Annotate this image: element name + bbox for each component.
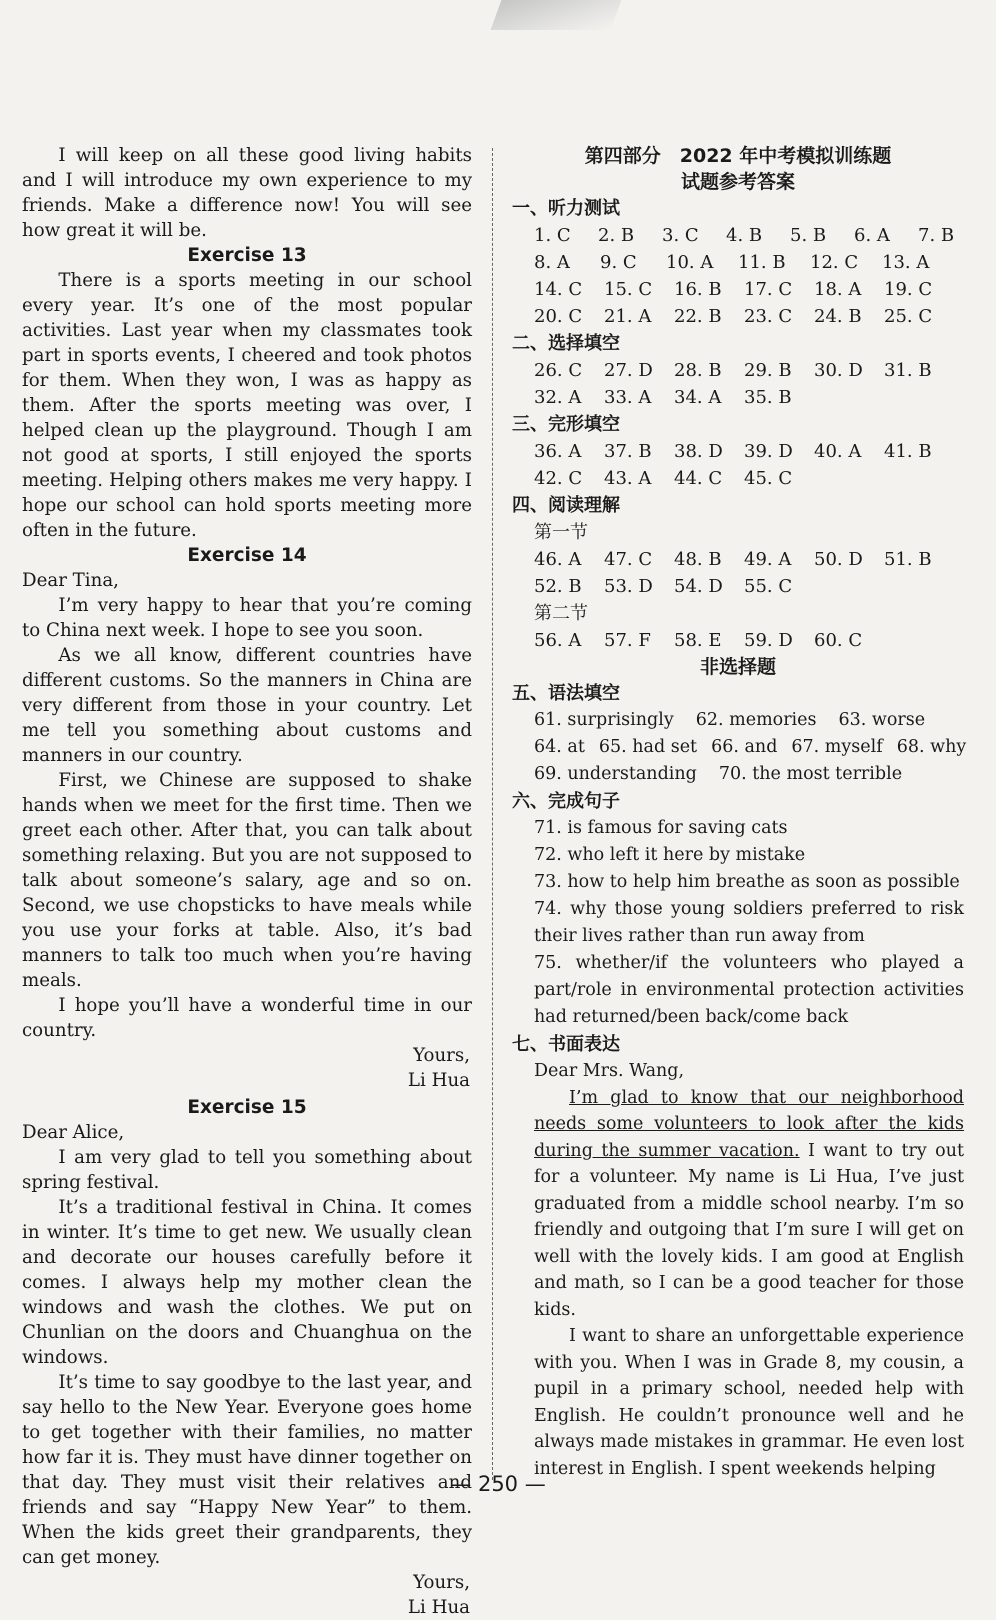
exercise-15-signature: Li Hua bbox=[407, 1597, 470, 1618]
answer-row bbox=[512, 384, 964, 411]
exercise-15-paragraph: I am very glad to tell you something about spring festival. bbox=[22, 1147, 472, 1193]
answer-row bbox=[512, 465, 964, 492]
exercise-13-title: Exercise 13 bbox=[187, 245, 307, 266]
answer-item: 51. B bbox=[884, 549, 932, 570]
answer-item: 46. A bbox=[534, 549, 582, 570]
exercise-14-greeting: Dear Tina, bbox=[22, 570, 119, 591]
answer-item: 26. C bbox=[534, 360, 583, 381]
answer-item: 67. myself bbox=[791, 737, 883, 757]
answer-item: 8. A bbox=[534, 252, 570, 273]
answer-item: 62. memories bbox=[695, 710, 817, 730]
answer-row bbox=[512, 276, 964, 303]
answer-item: 63. worse bbox=[838, 710, 926, 730]
section-4-heading: 四、阅读理解 bbox=[512, 495, 620, 516]
answer-item: 7. B bbox=[918, 225, 955, 246]
answer-item: 65. had set bbox=[598, 737, 698, 757]
answer-row bbox=[512, 761, 964, 788]
exercise-14-title: Exercise 14 bbox=[187, 545, 307, 566]
answer-item: 6. A bbox=[854, 225, 890, 246]
part-subtitle: 试题参考答案 bbox=[680, 171, 795, 193]
section-3-heading: 三、完形填空 bbox=[512, 414, 620, 435]
exercise-14-paragraph: As we all know, different countries have different customs. So the manners in China are very different from those in your country. Let me tell you something about customs and manners in our country. bbox=[22, 645, 472, 766]
answer-item: 64. at bbox=[534, 737, 585, 757]
answer-item: 32. A bbox=[534, 387, 582, 408]
answer-row bbox=[512, 573, 964, 600]
exercise-14-signature: Li Hua bbox=[407, 1070, 470, 1091]
answer-item: 60. C bbox=[814, 630, 863, 651]
section-7-heading: 七、书面表达 bbox=[512, 1034, 620, 1055]
answer-row bbox=[512, 546, 964, 573]
answer-item: 21. A bbox=[604, 306, 652, 327]
essay-greeting: Dear Mrs. Wang, bbox=[534, 1061, 685, 1081]
exercise-15-closing: Yours, bbox=[413, 1572, 470, 1593]
answer-row bbox=[512, 249, 964, 276]
answer-item: 37. B bbox=[604, 441, 652, 462]
sentence-answer: 72. who left it here by mistake bbox=[534, 845, 806, 865]
answer-item: 44. C bbox=[674, 468, 723, 489]
answer-item: 47. C bbox=[604, 549, 653, 570]
sentence-answer: 73. how to help him breathe as soon as possible bbox=[534, 872, 960, 892]
section-6-heading: 六、完成句子 bbox=[512, 791, 620, 812]
answer-item: 55. C bbox=[744, 576, 793, 597]
section-4-sub-1: 第一节 bbox=[534, 522, 588, 543]
answer-row bbox=[512, 734, 967, 761]
section-2-heading: 二、选择填空 bbox=[512, 333, 620, 354]
section-1-heading: 一、听力测试 bbox=[512, 198, 620, 219]
answer-item: 36. A bbox=[534, 441, 582, 462]
answer-item: 5. B bbox=[790, 225, 827, 246]
answer-row bbox=[512, 627, 964, 654]
essay-paragraph: I want to share an unforgettable experience with you. When I was in Grade 8, my cousin, a pupil in a primary school, needed help with English. He couldn’t pronounce well and he always made mistakes in grammar. He even lost interest in English. I spent weekends helping bbox=[534, 1326, 964, 1479]
answer-item: 42. C bbox=[534, 468, 583, 489]
answer-item: 10. A bbox=[666, 252, 714, 273]
exercise-15-title: Exercise 15 bbox=[187, 1097, 307, 1118]
exercise-13-body: There is a sports meeting in our school every year. It’s one of the most popular activities. Last year when my classmates took part in sports events, I cheered and took photos for them. When they won, I was as happy as them. After the sports meeting was over, I helped clean up the playground. Though I am not good at sports, I still enjoyed the sports meeting. Helping others makes me very happy. I hope our school can hold sports meeting more often in the future. bbox=[22, 270, 472, 541]
answer-item: 4. B bbox=[726, 225, 763, 246]
intro-paragraph: I will keep on all these good living habits and I will introduce my own experience to my friends. Make a difference now! You will see how great it will be. bbox=[22, 145, 472, 241]
answer-row bbox=[512, 222, 964, 249]
answer-row bbox=[512, 707, 964, 734]
exercise-14-paragraph: I hope you’ll have a wonderful time in our country. bbox=[22, 995, 472, 1041]
answer-item: 59. D bbox=[744, 630, 793, 651]
part-title: 第四部分 2022 年中考模拟训练题 bbox=[584, 145, 892, 167]
essay-paragraph-rest: I want to try out for a volunteer. My name is Li Hua, I’ve just graduated from a middle school nearby. I’m so friendly and outgoing that I’m sure I will get on well with the lovely kids. I am good at English and math, so I can be a good teacher for those kids. bbox=[534, 1140, 964, 1320]
answer-item: 18. A bbox=[814, 279, 862, 300]
exercise-15-paragraph: It’s time to say goodbye to the last year, and say hello to the New Year. Everyone goes home to get together with their families, no matter how far it is. They must have dinner together on that day. They must visit their relatives and friends and say “Happy New Year” to them. When the kids greet their grandparents, they can get money. bbox=[22, 1372, 472, 1568]
answer-item: 43. A bbox=[604, 468, 652, 489]
essay-paragraph bbox=[512, 1085, 964, 1324]
answer-item: 35. B bbox=[744, 387, 792, 408]
exercise-15-paragraph: It’s a traditional festival in China. It comes in winter. It’s time to get new. We usually clean and decorate our houses carefully before it comes. I always help my mother clean the windows and wash the clothes. We put on Chunlian on the doors and Chuanghua on the windows. bbox=[22, 1197, 472, 1368]
right-column bbox=[512, 143, 967, 1482]
answer-item: 69. understanding bbox=[534, 764, 697, 784]
answer-item: 66. and bbox=[711, 737, 778, 757]
page-number: — 250 — bbox=[450, 1472, 546, 1496]
answer-item: 22. B bbox=[674, 306, 722, 327]
answer-item: 52. B bbox=[534, 576, 582, 597]
answer-item: 54. D bbox=[674, 576, 723, 597]
answer-item: 17. C bbox=[744, 279, 793, 300]
page-fold-shadow bbox=[491, 0, 622, 30]
answer-item: 48. B bbox=[674, 549, 722, 570]
answer-item: 57. F bbox=[604, 630, 651, 651]
answer-item: 29. B bbox=[744, 360, 792, 381]
left-column bbox=[22, 143, 472, 1620]
exercise-14-closing: Yours, bbox=[413, 1045, 470, 1066]
exercise-14-paragraph: First, we Chinese are supposed to shake hands when we meet for the first time. Then we greet each other. After that, you can talk about something relaxing. But you are not supposed to talk about someone’s salary, age and so on. Second, we use chopsticks to have meals while you use your forks at table. Also, it’s bad manners to talk too much when you’re having meals. bbox=[22, 770, 472, 991]
answer-item: 50. D bbox=[814, 549, 863, 570]
answer-item: 14. C bbox=[534, 279, 583, 300]
answer-item: 19. C bbox=[884, 279, 933, 300]
essay-underlined-sentence: I’m glad to know that our neighborhood needs some volunteers to look after the kids during the summer vacation. bbox=[534, 1087, 964, 1161]
answer-item: 53. D bbox=[604, 576, 653, 597]
answer-item: 20. C bbox=[534, 306, 583, 327]
answer-item: 34. A bbox=[674, 387, 722, 408]
column-divider bbox=[492, 148, 493, 1480]
answer-item: 58. E bbox=[674, 630, 722, 651]
answer-item: 3. C bbox=[662, 225, 699, 246]
answer-item: 30. D bbox=[814, 360, 863, 381]
section-4-sub-2: 第二节 bbox=[534, 603, 588, 624]
answer-item: 70. the most terrible bbox=[718, 764, 903, 784]
answer-item: 13. A bbox=[882, 252, 930, 273]
answer-item: 61. surprisingly bbox=[534, 710, 674, 730]
answer-item: 56. A bbox=[534, 630, 582, 651]
answer-item: 1. C bbox=[534, 225, 571, 246]
answer-item: 25. C bbox=[884, 306, 933, 327]
answer-item: 12. C bbox=[810, 252, 859, 273]
answer-item: 38. D bbox=[674, 441, 723, 462]
answer-item: 24. B bbox=[814, 306, 862, 327]
exercise-15-greeting: Dear Alice, bbox=[22, 1122, 125, 1143]
sentence-answer: 75. whether/if the volunteers who played a part/role in environmental protection activities had returned/been back/come back bbox=[534, 953, 964, 1027]
answer-item: 16. B bbox=[674, 279, 722, 300]
answer-item: 9. C bbox=[600, 252, 637, 273]
answer-row bbox=[512, 357, 964, 384]
answer-item: 49. A bbox=[744, 549, 792, 570]
exercise-14-paragraph: I’m very happy to hear that you’re coming to China next week. I hope to see you soon. bbox=[22, 595, 472, 641]
answer-item: 40. A bbox=[814, 441, 862, 462]
answer-item: 23. C bbox=[744, 306, 793, 327]
answer-item: 41. B bbox=[884, 441, 932, 462]
answer-item: 27. D bbox=[604, 360, 653, 381]
answer-item: 33. A bbox=[604, 387, 652, 408]
answer-item: 28. B bbox=[674, 360, 722, 381]
nonchoice-title: 非选择题 bbox=[699, 656, 776, 678]
sentence-answer: 74. why those young soldiers preferred to risk their lives rather than run away from bbox=[534, 899, 964, 946]
sentence-answer: 71. is famous for saving cats bbox=[534, 818, 788, 838]
answer-item: 31. B bbox=[884, 360, 932, 381]
answer-item: 39. D bbox=[744, 441, 793, 462]
answer-item: 45. C bbox=[744, 468, 793, 489]
answer-row bbox=[512, 438, 964, 465]
answer-item: 11. B bbox=[738, 252, 786, 273]
answer-item: 2. B bbox=[598, 225, 635, 246]
answer-row bbox=[512, 303, 964, 330]
answer-item: 68. why bbox=[896, 737, 967, 757]
answer-item: 15. C bbox=[604, 279, 653, 300]
section-5-heading: 五、语法填空 bbox=[512, 683, 620, 704]
